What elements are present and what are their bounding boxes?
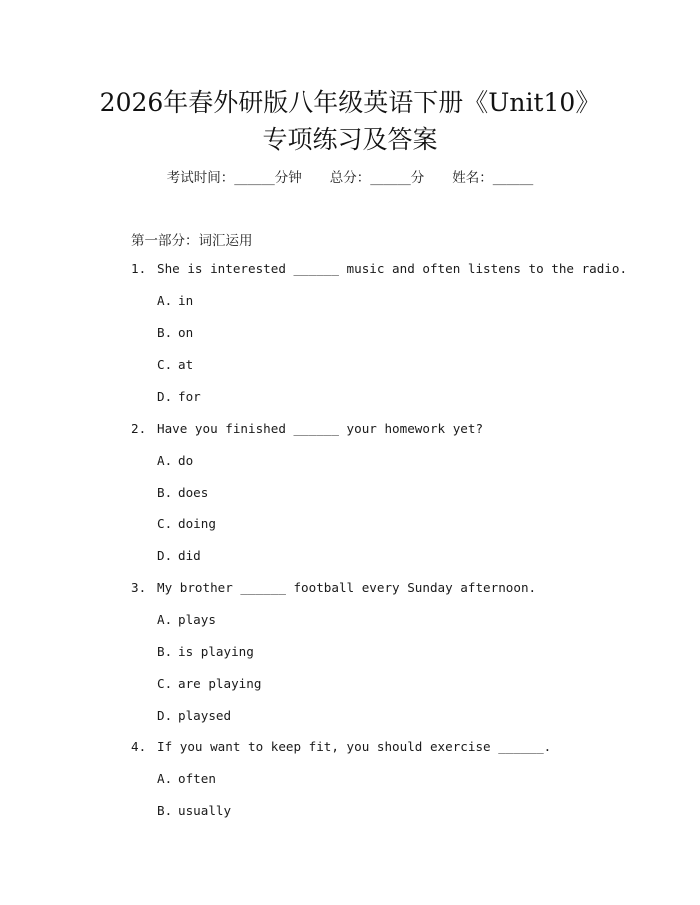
option-letter: B.: [157, 644, 173, 659]
student-name-blank: ______: [492, 170, 534, 186]
option-text: is playing: [178, 644, 254, 659]
question-3-option-a: [157, 612, 216, 627]
question-2-option-a: [157, 453, 193, 468]
option-text: are playing: [178, 676, 262, 691]
total-score-unit: 分: [410, 170, 425, 186]
option-text: do: [178, 453, 194, 468]
question-3-option-c: [157, 676, 261, 691]
total-score-blank: ______: [370, 170, 411, 186]
question-text: If you want to keep fit, you should exercise ______.: [157, 739, 552, 754]
document-title-line-2: 专项练习及答案: [262, 125, 438, 154]
option-text: at: [178, 357, 194, 372]
option-letter: B.: [157, 325, 173, 340]
option-letter: D.: [157, 708, 173, 723]
option-text: does: [178, 485, 209, 500]
question-3-option-b: [157, 644, 254, 659]
option-text: plays: [178, 612, 216, 627]
option-text: in: [178, 293, 194, 308]
question-3: [131, 580, 536, 595]
exam-time-label: 考试时间：: [166, 170, 235, 186]
option-text: playsed: [178, 708, 232, 723]
question-2-option-d: [157, 548, 201, 563]
option-text: often: [178, 771, 216, 786]
option-text: for: [178, 389, 201, 404]
option-letter: D.: [157, 389, 173, 404]
exam-info: [0, 166, 700, 186]
option-letter: A.: [157, 612, 173, 627]
question-1: [131, 261, 627, 276]
option-letter: C.: [157, 357, 173, 372]
question-4-option-b: [157, 803, 231, 818]
option-letter: D.: [157, 548, 173, 563]
student-name-field: [452, 166, 533, 186]
total-score-field: [330, 166, 425, 186]
question-text: Have you finished ______ your homework yet?: [157, 421, 484, 436]
question-3-option-d: [157, 708, 231, 723]
option-letter: A.: [157, 453, 173, 468]
option-letter: C.: [157, 516, 173, 531]
option-letter: B.: [157, 485, 173, 500]
option-text: doing: [178, 516, 216, 531]
question-1-option-c: [157, 357, 193, 372]
question-4-option-a: [157, 771, 216, 786]
question-number: 3.: [131, 580, 147, 595]
question-number: 2.: [131, 421, 147, 436]
question-2-option-c: [157, 516, 216, 531]
question-1-option-b: [157, 325, 193, 340]
exam-time-field: [167, 166, 302, 186]
question-4: [131, 739, 551, 754]
option-text: usually: [178, 803, 232, 818]
document-title-line-1: 2026年春外研版八年级英语下册《Unit10》: [99, 88, 601, 117]
question-2-option-b: [157, 485, 208, 500]
question-number: 1.: [131, 261, 147, 276]
option-text: on: [178, 325, 194, 340]
exam-time-blank: ______: [234, 170, 275, 186]
option-text: did: [178, 548, 201, 563]
total-score-label: 总分：: [329, 170, 371, 186]
option-letter: A.: [157, 771, 173, 786]
question-2: [131, 421, 483, 436]
option-letter: A.: [157, 293, 173, 308]
question-number: 4.: [131, 739, 147, 754]
exam-time-unit: 分钟: [274, 170, 302, 186]
option-letter: B.: [157, 803, 173, 818]
question-1-option-d: [157, 389, 201, 404]
section-heading: 第一部分：词汇运用: [131, 233, 253, 249]
question-text: She is interested ______ music and often listens to the radio.: [157, 261, 628, 276]
student-name-label: 姓名：: [452, 170, 493, 186]
option-letter: C.: [157, 676, 173, 691]
question-1-option-a: [157, 293, 193, 308]
question-text: My brother ______ football every Sunday afternoon.: [157, 580, 537, 595]
